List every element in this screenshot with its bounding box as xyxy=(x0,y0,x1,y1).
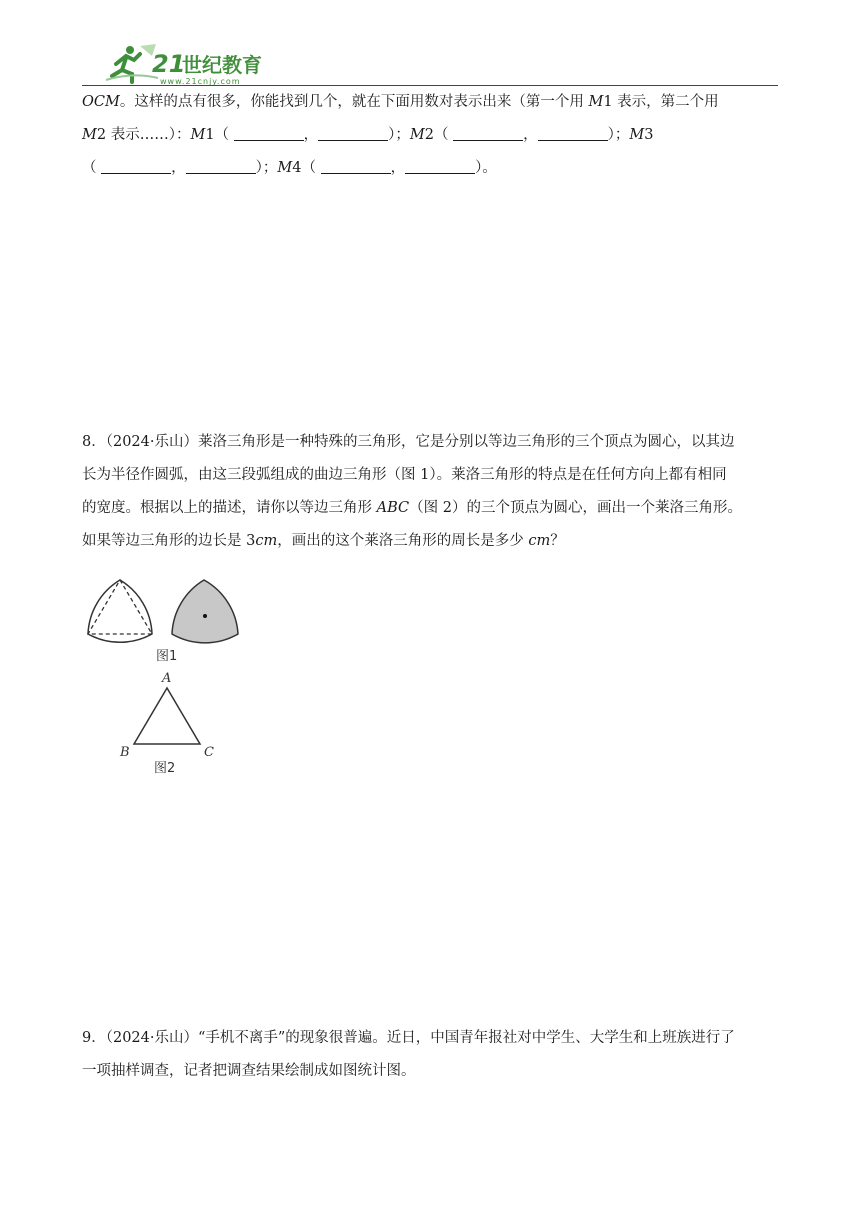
figure-2-label: 图2 xyxy=(154,761,176,776)
svg-text:www.21cnjy.com: www.21cnjy.com xyxy=(160,77,241,86)
answer-blank[interactable] xyxy=(538,126,608,141)
figure-1-label: 图1 xyxy=(156,649,178,664)
reuleaux-outline-with-triangle xyxy=(88,580,152,642)
q7-text: OCM。这样的点有很多，你能找到几个，就在下面用数对表示出来（第一个用 M1 表示，第二个用 M2 表示……）：M1（ ， ）；M2（ ， ）；M3 （ ， ）；M4（ ， ）。 xyxy=(82,94,719,176)
answer-blank[interactable] xyxy=(321,159,391,174)
answer-blank[interactable] xyxy=(453,126,523,141)
reuleaux-filled-shape xyxy=(172,580,238,643)
page-header xyxy=(82,36,778,88)
svg-text:世纪教育: 世纪教育 xyxy=(182,53,262,77)
vertex-c-label: C xyxy=(204,745,214,760)
vertex-a-label: A xyxy=(162,671,172,686)
equilateral-triangle xyxy=(134,688,200,744)
answer-blank[interactable] xyxy=(186,159,256,174)
q9-text: 9．（2024·乐山）“手机不离手”的现象很普遍。近日，中国青年报社对中学生、大学生和上班族进行了 一项抽样调查，记者把调查结果绘制成如图统计图。 xyxy=(82,1030,735,1079)
answer-blank[interactable] xyxy=(234,126,304,141)
svg-text:21: 21 xyxy=(152,50,186,78)
answer-blank[interactable] xyxy=(405,159,475,174)
site-logo xyxy=(102,42,302,86)
answer-blank[interactable] xyxy=(318,126,388,141)
vertex-b-label: B xyxy=(120,745,130,760)
figure-1-reuleaux xyxy=(80,576,250,668)
figure-2-triangle xyxy=(112,668,222,778)
q8-text: 8．（2024·乐山）莱洛三角形是一种特殊的三角形，它是分别以等边三角形的三个顶点为圆心，以其边 长为半径作圆弧，由这三段弧组成的曲边三角形（图 1）。莱洛三角形的特点是在任何方向上都有相同 的宽度。根据以上的描述，请你以等边三角形 ABC（图 2）的三个顶点为圆心，画出一个莱洛三角形。 如果等边三角形的边长是 3cm，画出的这个莱洛三角形的周长是多少 cm？ xyxy=(82,434,742,549)
answer-blank[interactable] xyxy=(101,159,171,174)
